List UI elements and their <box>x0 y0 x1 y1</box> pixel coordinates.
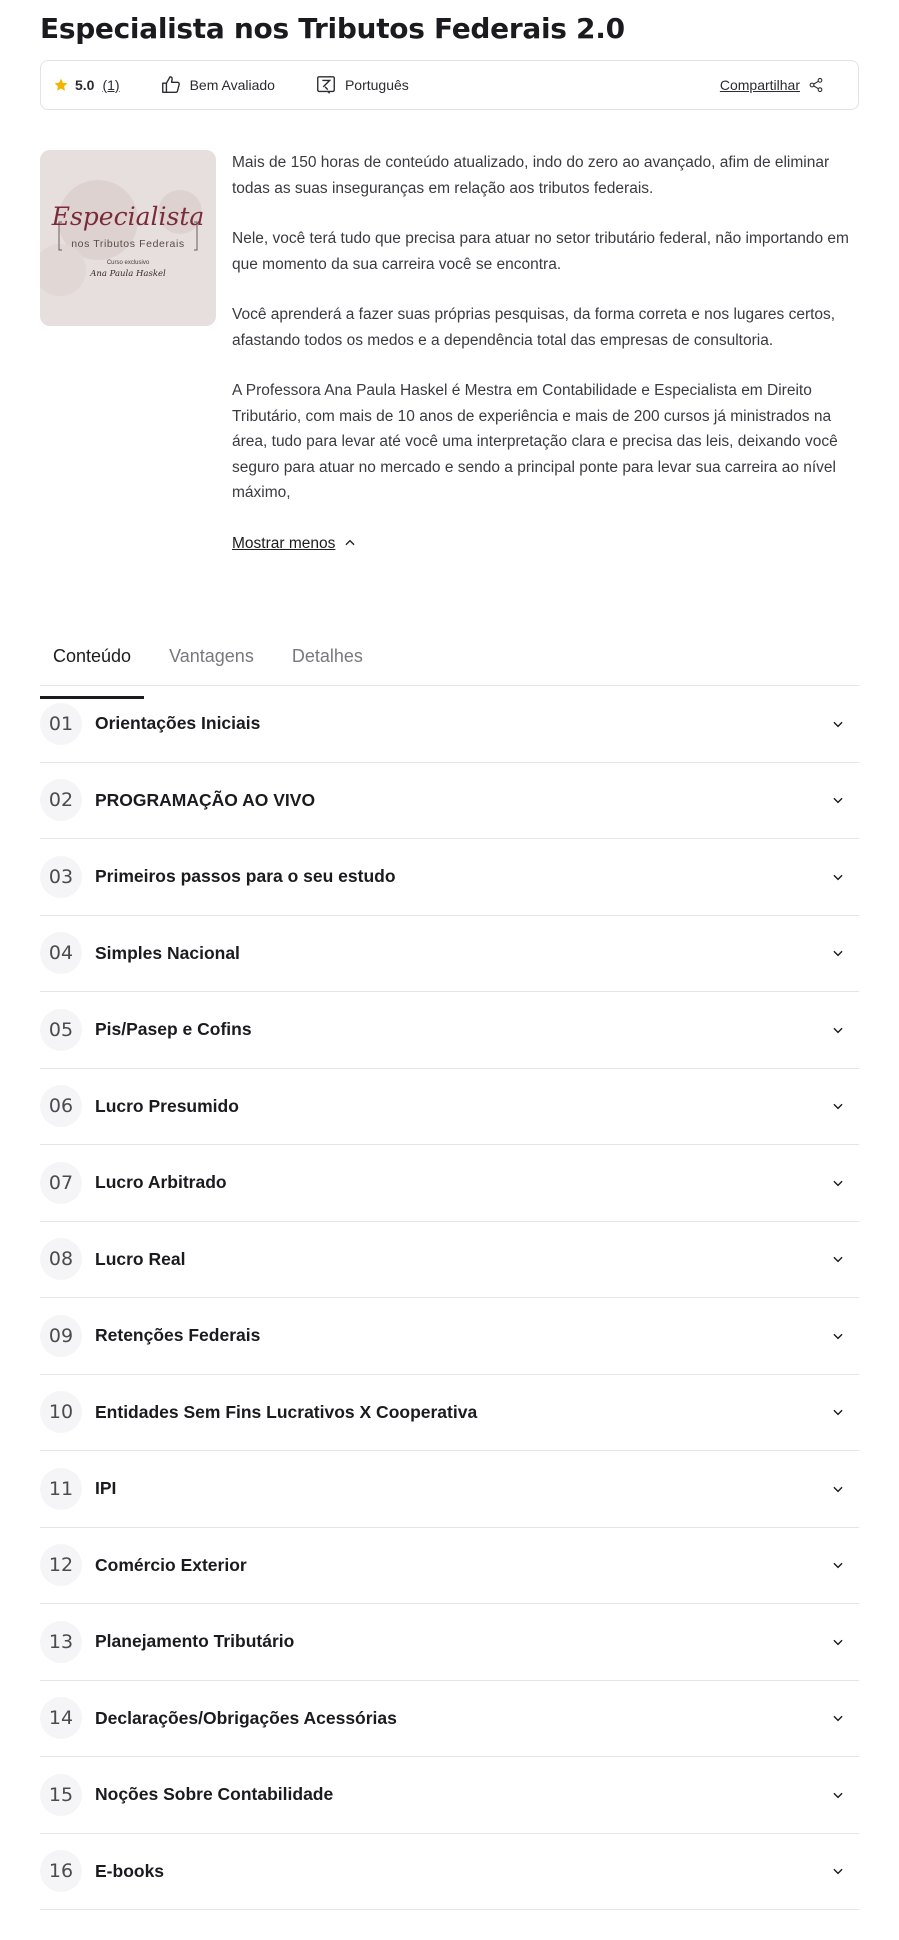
module-row[interactable] <box>40 992 859 1069</box>
course-description <box>232 150 859 556</box>
module-row[interactable] <box>40 686 859 763</box>
module-row[interactable] <box>40 1298 859 1375</box>
page-title: Especialista nos Tributos Federais 2.0 <box>40 12 625 45</box>
rating-count-link[interactable]: (1) <box>102 77 120 93</box>
cover-script-title: Especialista <box>51 202 205 231</box>
module-row[interactable] <box>40 839 859 916</box>
course-tabs <box>40 640 859 686</box>
module-number: 13 <box>40 1621 82 1663</box>
cover-caption: Curso exclusivo <box>106 260 150 266</box>
module-number: 12 <box>40 1544 82 1586</box>
module-number: 08 <box>40 1238 82 1280</box>
tab-conteudo[interactable]: Conteúdo <box>40 640 144 685</box>
description-paragraph: Você aprenderá a fazer suas próprias pesquisas, da forma correta e nos lugares certos, afastando todos os medos e a dependência total das empresas de consultoria. <box>232 306 836 349</box>
module-number: 07 <box>40 1162 82 1204</box>
cover-author-signature: Ana Paula Haskel <box>90 269 166 279</box>
module-number: 16 <box>40 1850 82 1892</box>
chevron-down-icon <box>831 870 845 884</box>
module-number: 03 <box>40 856 82 898</box>
module-row[interactable] <box>40 763 859 840</box>
module-row[interactable] <box>40 1145 859 1222</box>
course-cover-image <box>40 150 216 326</box>
module-title: E-books <box>95 1860 165 1881</box>
tab-vantagens[interactable]: Vantagens <box>169 646 254 666</box>
module-title: PROGRAMAÇÃO AO VIVO <box>95 789 316 810</box>
chevron-down-icon <box>831 1252 845 1266</box>
module-row[interactable] <box>40 1681 859 1758</box>
module-title: Lucro Arbitrado <box>95 1172 227 1193</box>
chevron-down-icon <box>831 1788 845 1802</box>
description-paragraph: Mais de 150 horas de conteúdo atualizado, indo do zero ao avançado, afim de eliminar todas as suas inseguranças em relação aos tributos federais. <box>232 154 830 197</box>
share-button[interactable] <box>720 77 832 93</box>
module-title: Simples Nacional <box>95 942 240 963</box>
module-number: 11 <box>40 1468 82 1510</box>
chevron-down-icon <box>831 1635 845 1649</box>
module-title: Planejamento Tributário <box>95 1631 295 1652</box>
module-number: 09 <box>40 1315 82 1357</box>
module-row[interactable] <box>40 1834 859 1911</box>
rating-value: 5.0 <box>75 77 95 93</box>
module-title: IPI <box>95 1478 117 1499</box>
language-info <box>315 74 409 96</box>
course-description-section <box>40 150 859 556</box>
chevron-down-icon <box>831 1558 845 1572</box>
module-number: 02 <box>40 779 82 821</box>
module-row[interactable] <box>40 1451 859 1528</box>
course-info-bar <box>40 60 859 110</box>
module-number: 05 <box>40 1009 82 1051</box>
module-row[interactable] <box>40 1375 859 1452</box>
module-row[interactable] <box>40 1069 859 1146</box>
description-paragraph: Nele, você terá tudo que precisa para atuar no setor tributário federal, não importando em que momento da sua carreira você se encontra. <box>232 230 849 273</box>
language-icon <box>315 74 337 96</box>
share-label: Compartilhar <box>719 77 800 93</box>
well-rated-badge <box>160 74 275 96</box>
chevron-down-icon <box>831 717 845 731</box>
chevron-down-icon <box>831 1482 845 1496</box>
module-title: Pis/Pasep e Cofins <box>95 1019 252 1040</box>
module-number: 06 <box>40 1085 82 1127</box>
module-title: Lucro Real <box>95 1248 186 1269</box>
chevron-down-icon <box>831 1405 845 1419</box>
module-title: Entidades Sem Fins Lucrativos X Cooperativa <box>95 1401 478 1422</box>
chevron-down-icon <box>831 1176 845 1190</box>
chevron-down-icon <box>831 1329 845 1343</box>
chevron-down-icon <box>831 1023 845 1037</box>
module-row[interactable] <box>40 1528 859 1605</box>
description-paragraph: A Professora Ana Paula Haskel é Mestra em Contabilidade e Especialista em Direito Tributário, com mais de 10 anos de experiência e mais de 200 cursos já ministrados na área, tudo para levar até você uma interpretação clara e precisa das leis, deixando você seguro para atuar no mercado e sendo a principal ponte para levar sua carreira ao nível máximo, <box>232 382 838 501</box>
chevron-down-icon <box>831 1711 845 1725</box>
badge-label: Bem Avaliado <box>189 77 275 93</box>
module-row[interactable] <box>40 1604 859 1681</box>
module-title: Orientações Iniciais <box>95 713 261 734</box>
module-number: 14 <box>40 1697 82 1739</box>
language-label: Português <box>344 77 409 93</box>
module-title: Primeiros passos para o seu estudo <box>95 866 396 887</box>
show-less-label: Mostrar menos <box>232 534 336 552</box>
module-number: 10 <box>40 1391 82 1433</box>
rating <box>53 77 120 93</box>
cover-subtitle: nos Tributos Federais <box>71 238 185 250</box>
module-title: Comércio Exterior <box>95 1554 247 1575</box>
module-number: 15 <box>40 1774 82 1816</box>
module-title: Retenções Federais <box>95 1325 261 1346</box>
star-icon <box>53 77 69 93</box>
chevron-up-icon <box>343 536 357 550</box>
module-row[interactable] <box>40 916 859 993</box>
module-title: Declarações/Obrigações Acessórias <box>95 1707 397 1728</box>
chevron-down-icon <box>831 1099 845 1113</box>
share-icon <box>808 77 824 93</box>
thumbs-up-icon <box>160 74 182 96</box>
module-number: 04 <box>40 932 82 974</box>
tab-detalhes[interactable]: Detalhes <box>291 646 363 666</box>
module-row[interactable] <box>40 1757 859 1834</box>
module-number: 01 <box>40 703 82 745</box>
module-title: Lucro Presumido <box>95 1095 239 1116</box>
chevron-down-icon <box>831 1864 845 1878</box>
module-list <box>40 686 859 1910</box>
chevron-down-icon <box>831 946 845 960</box>
chevron-down-icon <box>831 793 845 807</box>
show-less-button[interactable] <box>232 531 357 557</box>
module-title: Noções Sobre Contabilidade <box>95 1784 334 1805</box>
module-row[interactable] <box>40 1222 859 1299</box>
